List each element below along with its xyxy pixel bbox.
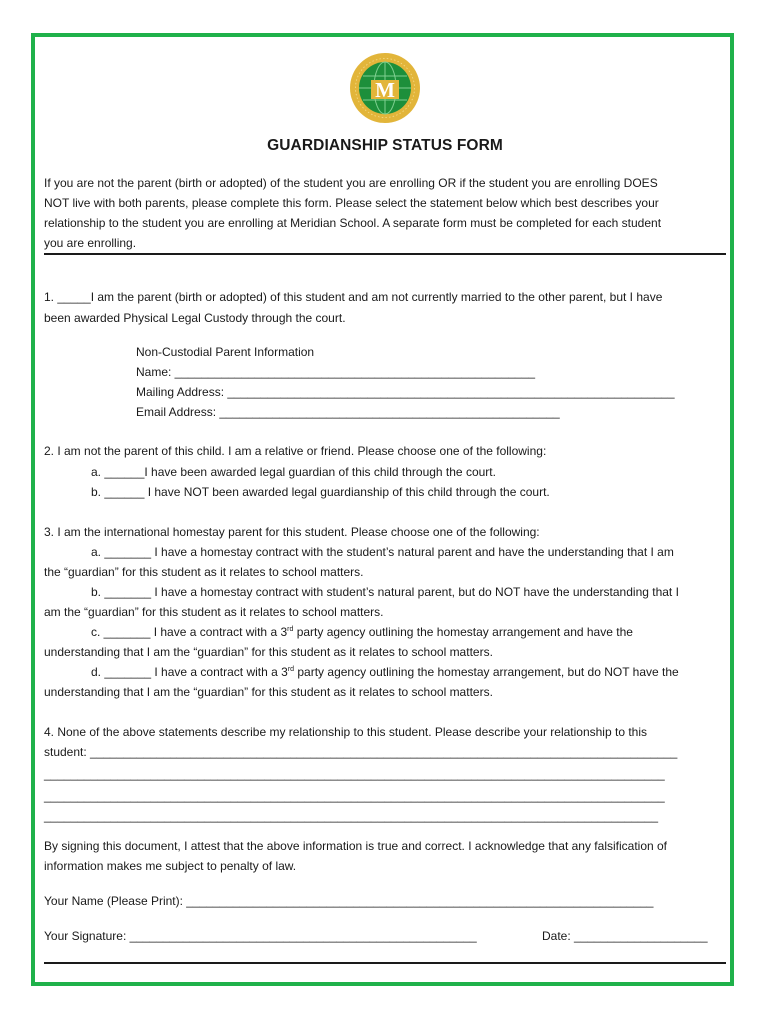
option-3b[interactable]: b. _______ I have a homestay contract with student’s natural parent, but do NOT have the understanding that I [91,585,679,599]
non-custodial-email-field[interactable]: Email Address: ___________________________________________________ [136,405,560,419]
relationship-field[interactable]: student: ________________________________________________________________________________________ [44,745,678,759]
attestation-text: information makes me subject to penalty of law. [44,859,297,873]
relationship-field[interactable]: _____________________________________________________________________________________________ [44,789,665,803]
option-2-line: 2. I am not the parent of this child. I am a relative or friend. Please choose one of the following: [44,444,547,458]
non-custodial-mailing-field[interactable]: Mailing Address: ___________________________________________________________________ [136,385,675,399]
attestation-text: By signing this document, I attest that the above information is true and correct. I acknowledge that any falsification of [44,839,668,853]
non-custodial-name-field[interactable]: Name: ______________________________________________________ [136,365,536,379]
option-3d-cont: understanding that I am the “guardian” for this student as it relates to school matters. [44,685,493,699]
bottom-divider [44,962,726,964]
option-1-line[interactable]: 1. _____I am the parent (birth or adopted) of this student and am not currently married to the other parent, but I have [44,290,663,304]
option-1-line: been awarded Physical Legal Custody through the court. [44,311,346,325]
option-3c-cont: understanding that I am the “guardian” for this student as it relates to school matters. [44,645,493,659]
intro-line: If you are not the parent (birth or adopted) of the student you are enrolling OR if the student you are enrolling DOES [44,176,658,190]
option-2a[interactable]: a. ______I have been awarded legal guardian of this child through the court. [91,465,496,479]
intro-line: you are enrolling. [44,236,137,250]
signature-field[interactable]: Your Signature: ____________________________________________________ [44,929,477,943]
school-logo-icon [349,52,421,124]
non-custodial-heading: Non-Custodial Parent Information [136,345,315,359]
divider [44,253,726,255]
date-field[interactable]: Date: ____________________ [542,929,708,943]
intro-line: NOT live with both parents, please complete this form. Please select the statement below which best describes your [44,196,659,210]
option-3c[interactable]: c. _______ I have a contract with a 3rd party agency outlining the homestay arrangement and have the [91,625,633,639]
svg-text:M: M [375,78,395,102]
option-3b-cont: am the “guardian” for this student as it relates to school matters. [44,605,384,619]
option-2b[interactable]: b. ______ I have NOT been awarded legal guardianship of this child through the court. [91,485,550,499]
form-title: GUARDIANSHIP STATUS FORM [267,137,503,154]
option-3-line: 3. I am the international homestay parent for this student. Please choose one of the following: [44,525,540,539]
relationship-field[interactable]: _____________________________________________________________________________________________ [44,767,665,781]
option-4-line: 4. None of the above statements describe my relationship to this student. Please describe your relationship to this [44,725,647,739]
option-3d[interactable]: d. _______ I have a contract with a 3rd party agency outlining the homestay arrangement, but do NOT have the [91,665,679,679]
print-name-field[interactable]: Your Name (Please Print): ______________________________________________________________________ [44,894,654,908]
option-3a-cont: the “guardian” for this student as it relates to school matters. [44,565,364,579]
intro-line: relationship to the student you are enrolling at Meridian School. A separate form must be completed for each student [44,216,662,230]
option-3a[interactable]: a. _______ I have a homestay contract with the student’s natural parent and have the understanding that I am [91,545,674,559]
relationship-field[interactable]: ____________________________________________________________________________________________ [44,809,658,823]
